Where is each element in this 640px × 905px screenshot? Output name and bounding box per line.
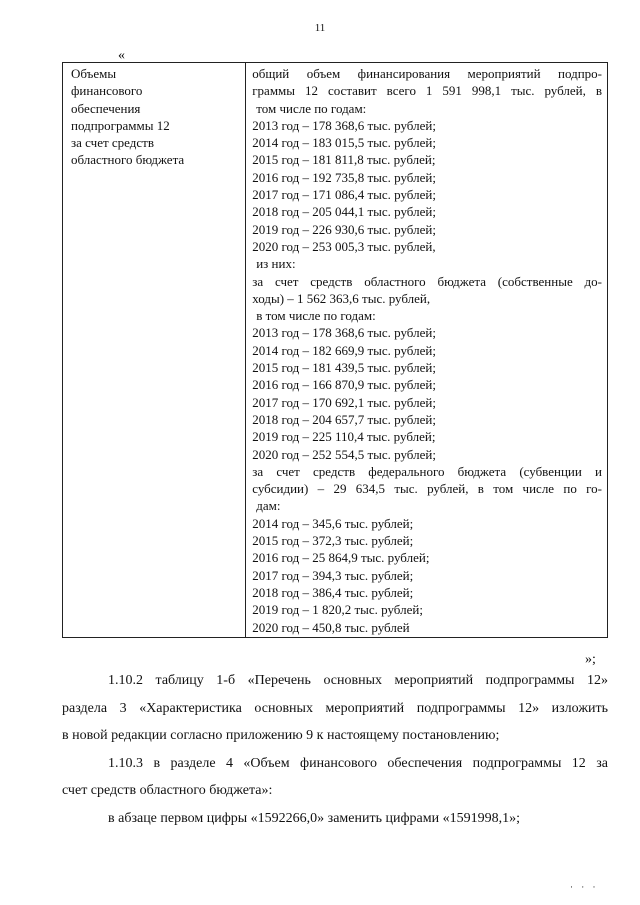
content-line: 2014 год – 345,6 тыс. рублей; <box>252 515 414 531</box>
content-line: 2019 год – 226 930,6 тыс. рублей; <box>252 221 436 237</box>
content-line: 2017 год – 394,3 тыс. рублей; <box>252 567 414 583</box>
content-line: из них: <box>256 256 296 272</box>
content-line: 2013 год – 178 368,6 тыс. рублей; <box>252 325 436 341</box>
scan-artifact-dots: · · · <box>570 882 599 892</box>
page-number: 11 <box>314 22 326 34</box>
label-line: финансового <box>71 83 143 99</box>
label-line: за счет средств <box>71 135 154 151</box>
content-line: 2020 год – 450,8 тыс. рублей <box>252 619 410 635</box>
content-line: в том числе по годам: <box>256 308 376 324</box>
content-line: 2017 год – 171 086,4 тыс. рублей; <box>252 187 436 203</box>
content-line: за счет средств областного бюджета (собственные до- <box>252 273 602 289</box>
paragraph-line: 1.10.3 в разделе 4 «Объем финансового обеспечения подпрограммы 12 за <box>108 756 608 771</box>
paragraph-line: в новой редакции согласно приложению 9 к настоящему постановлению; <box>62 728 500 743</box>
content-line: за счет средств федерального бюджета (субвенции и <box>252 463 602 479</box>
closing-quote-mark: »; <box>585 652 596 667</box>
opening-quote-mark: « <box>118 48 125 63</box>
table-row <box>63 63 608 638</box>
content-line: том числе по годам: <box>256 100 367 116</box>
content-line: общий объем финансирования мероприятий подпро- <box>252 66 602 81</box>
content-line: граммы 12 составит всего 1 591 998,1 тыс. рублей, в <box>252 83 602 99</box>
content-line: 2017 год – 170 692,1 тыс. рублей; <box>252 394 436 410</box>
paragraph-line: счет средств областного бюджета»: <box>62 783 273 798</box>
content-line: 2019 год – 225 110,4 тыс. рублей; <box>252 429 436 445</box>
content-line: 2014 год – 182 669,9 тыс. рублей; <box>252 342 436 358</box>
content-line: субсидии) – 29 634,5 тыс. рублей, в том числе по го- <box>252 481 602 497</box>
paragraph-line: в абзаце первом цифры «1592266,0» заменить цифрами «1591998,1»; <box>108 811 520 826</box>
content-line: ходы) – 1 562 363,6 тыс. рублей, <box>252 290 431 306</box>
label-line: подпрограммы 12 <box>71 117 170 133</box>
paragraph-line: 1.10.2 таблицу 1-б «Перечень основных мероприятий подпрограммы 12» <box>108 673 608 688</box>
label-line: обеспечения <box>71 100 141 116</box>
content-line: 2018 год – 205 044,1 тыс. рублей; <box>252 204 436 220</box>
content-line: 2018 год – 386,4 тыс. рублей; <box>252 584 414 600</box>
content-line: 2018 год – 204 657,7 тыс. рублей; <box>252 411 436 427</box>
content-line: 2015 год – 181 811,8 тыс. рублей; <box>252 152 436 168</box>
content-line: 2019 год – 1 820,2 тыс. рублей; <box>252 602 423 618</box>
content-line: 2020 год – 252 554,5 тыс. рублей; <box>252 446 436 462</box>
content-line: 2013 год – 178 368,6 тыс. рублей; <box>252 117 436 133</box>
content-line: 2016 год – 166 870,9 тыс. рублей; <box>252 377 436 393</box>
label-line: областного бюджета <box>71 152 185 168</box>
content-line: 2015 год – 372,3 тыс. рублей; <box>252 533 414 549</box>
content-line: 2014 год – 183 015,5 тыс. рублей; <box>252 135 436 151</box>
content-line: 2016 год – 25 864,9 тыс. рублей; <box>252 550 430 566</box>
content-line: 2015 год – 181 439,5 тыс. рублей; <box>252 360 436 376</box>
table-label-cell <box>63 63 246 638</box>
table-content-cell <box>246 63 608 638</box>
content-line: дам: <box>256 498 281 514</box>
content-line: 2016 год – 192 735,8 тыс. рублей; <box>252 169 436 185</box>
financing-table <box>62 62 608 638</box>
content-line: 2020 год – 253 005,3 тыс. рублей, <box>252 238 436 254</box>
paragraph-line: раздела 3 «Характеристика основных мероприятий подпрограммы 12» изложить <box>62 701 608 716</box>
label-line: Объемы <box>71 66 117 81</box>
